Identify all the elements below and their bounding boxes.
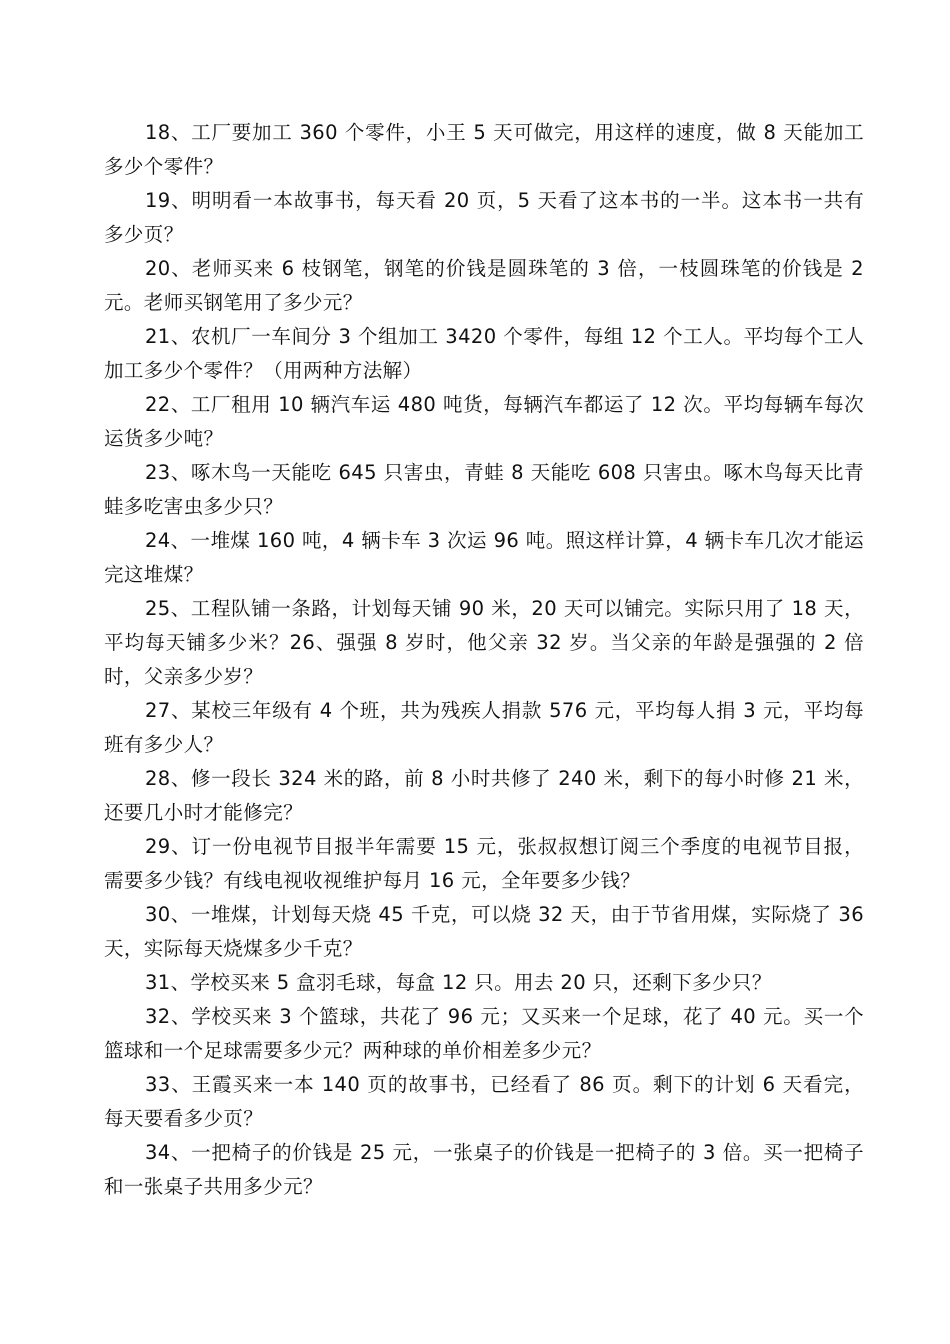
problem-28: 28、修一段长 324 米的路，前 8 小时共修了 240 米，剩下的每小时修 21 米，还要几小时才能修完？ (104, 767, 864, 824)
problem-18: 18、工厂要加工 360 个零件，小王 5 天可做完，用这样的速度，做 8 天能加工多少个零件？ (104, 121, 864, 178)
problem-30: 30、一堆煤，计划每天烧 45 千克，可以烧 32 天，由于节省用煤，实际烧了 36 天，实际每天烧煤多少千克？ (104, 903, 864, 960)
problem-29: 29、订一份电视节目报半年需要 15 元，张叔叔想订阅三个季度的电视节目报，需要多少钱？有线电视收视维护每月 16 元，全年要多少钱？ (104, 835, 864, 892)
problem-19: 19、明明看一本故事书，每天看 20 页，5 天看了这本书的一半。这本书一共有多少页？ (104, 189, 864, 246)
problem-25-26: 25、工程队铺一条路，计划每天铺 90 米，20 天可以铺完。实际只用了 18 天，平均每天铺多少米？26、强强 8 岁时，他父亲 32 岁。当父亲的年龄是强强的 2 倍时，父亲多少岁？ (104, 597, 864, 688)
problem-22: 22、工厂租用 10 辆汽车运 480 吨货，每辆汽车都运了 12 次。平均每辆车每次运货多少吨？ (104, 393, 864, 450)
problem-20: 20、老师买来 6 枝钢笔，钢笔的价钱是圆珠笔的 3 倍，一枝圆珠笔的价钱是 2 元。老师买钢笔用了多少元？ (104, 257, 864, 314)
problem-24: 24、一堆煤 160 吨，4 辆卡车 3 次运 96 吨。照这样计算，4 辆卡车几次才能运完这堆煤？ (104, 529, 864, 586)
problem-32: 32、学校买来 3 个篮球，共花了 96 元；又买来一个足球，花了 40 元。买一个篮球和一个足球需要多少元？两种球的单价相差多少元？ (104, 1005, 864, 1062)
problem-23: 23、啄木鸟一天能吃 645 只害虫，青蛙 8 天能吃 608 只害虫。啄木鸟每天比青蛙多吃害虫多少只？ (104, 461, 864, 518)
problem-31: 31、学校买来 5 盒羽毛球，每盒 12 只。用去 20 只，还剩下多少只？ (145, 971, 772, 994)
problem-21: 21、农机厂一车间分 3 个组加工 3420 个零件，每组 12 个工人。平均每个工人加工多少个零件？（用两种方法解） (104, 325, 864, 382)
problem-33: 33、王霞买来一本 140 页的故事书，已经看了 86 页。剩下的计划 6 天看完，每天要看多少页？ (104, 1073, 864, 1130)
problem-34: 34、一把椅子的价钱是 25 元，一张桌子的价钱是一把椅子的 3 倍。买一把椅子和一张桌子共用多少元？ (104, 1141, 864, 1198)
problem-27: 27、某校三年级有 4 个班，共为残疾人捐款 576 元，平均每人捐 3 元，平均每班有多少人？ (104, 699, 864, 756)
